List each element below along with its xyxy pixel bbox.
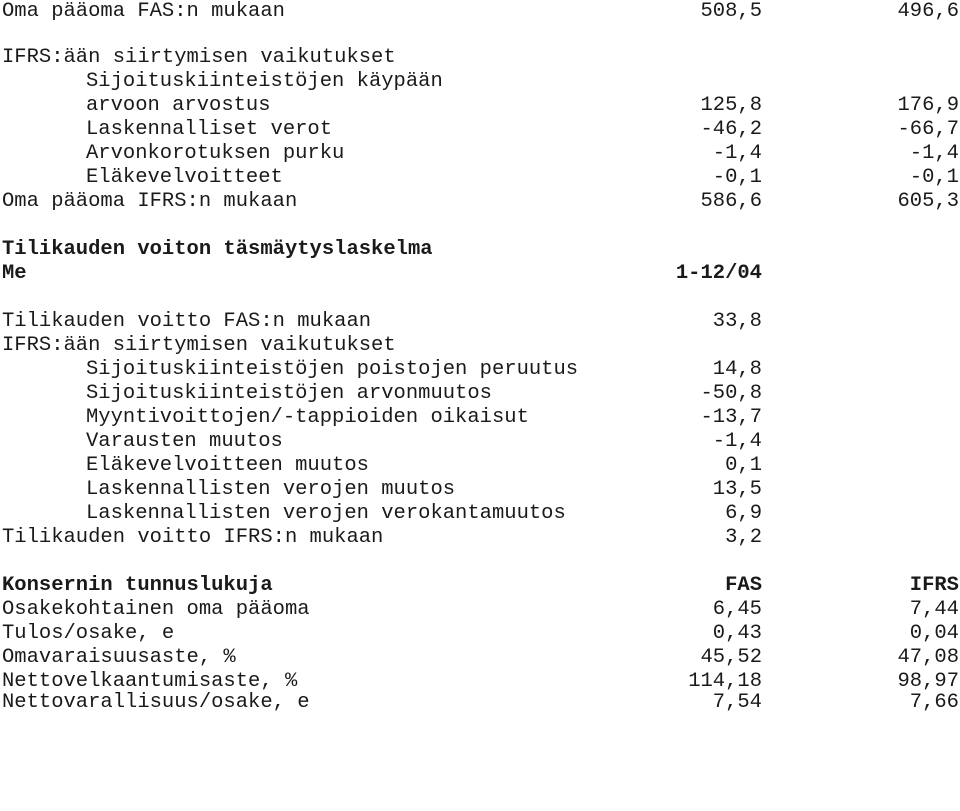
value-col1: 508,5 bbox=[700, 0, 762, 23]
value-col1: -13,7 bbox=[700, 406, 762, 429]
column-header-fas: FAS bbox=[725, 574, 762, 597]
row-label: Laskennalliset verot bbox=[86, 118, 333, 141]
row-label: Arvonkorotuksen purku bbox=[86, 142, 345, 165]
pension-row bbox=[0, 166, 960, 190]
value-col1: 6,9 bbox=[725, 502, 762, 525]
key-figures-header bbox=[0, 574, 960, 598]
profit-ifrs-row bbox=[0, 526, 960, 550]
row-label: Tilikauden voitto FAS:n mukaan bbox=[2, 310, 372, 333]
row-label: Oma pääoma IFRS:n mukaan bbox=[2, 190, 298, 213]
section-title: Tilikauden voiton täsmäytyslaskelma bbox=[2, 238, 433, 261]
unit-label: Me bbox=[2, 262, 27, 285]
key-figure-row bbox=[0, 691, 960, 715]
fair-value-label-line bbox=[0, 70, 960, 94]
value-col2: 7,66 bbox=[909, 691, 959, 714]
deferred-taxes-row bbox=[0, 118, 960, 142]
profit-adjustments-heading bbox=[0, 334, 960, 358]
profit-item-row bbox=[0, 478, 960, 502]
value-col2: 176,9 bbox=[897, 94, 959, 117]
profit-item-row bbox=[0, 430, 960, 454]
value-col2: 0,04 bbox=[909, 622, 959, 645]
value-col2: 605,3 bbox=[897, 190, 959, 213]
column-header-ifrs: IFRS bbox=[909, 574, 959, 597]
value-col1: 0,43 bbox=[712, 622, 762, 645]
value-col1: 586,6 bbox=[700, 190, 762, 213]
value-col2: -66,7 bbox=[897, 118, 959, 141]
profit-item-row bbox=[0, 406, 960, 430]
value-col2: 496,6 bbox=[897, 0, 959, 23]
equity-adjustments-heading bbox=[0, 46, 960, 70]
row-label: Sijoituskiinteistöjen arvonmuutos bbox=[86, 382, 492, 405]
key-figure-row bbox=[0, 598, 960, 622]
fair-value-row bbox=[0, 94, 960, 118]
profit-fas-row bbox=[0, 310, 960, 334]
value-col1: -0,1 bbox=[712, 166, 762, 189]
equity-fas-row bbox=[0, 0, 960, 24]
profit-unit-row bbox=[0, 262, 960, 286]
row-label: IFRS:ään siirtymisen vaikutukset bbox=[2, 334, 396, 357]
row-label: Varausten muutos bbox=[86, 430, 283, 453]
row-label: Laskennallisten verojen muutos bbox=[86, 478, 456, 501]
value-col1: 13,5 bbox=[712, 478, 762, 501]
value-col1: -1,4 bbox=[712, 430, 762, 453]
row-label: Laskennallisten verojen verokantamuutos bbox=[86, 502, 566, 525]
row-label: Sijoituskiinteistöjen poistojen peruutus bbox=[86, 358, 579, 381]
row-label: Myyntivoittojen/-tappioiden oikaisut bbox=[86, 406, 529, 429]
row-label: Nettovarallisuus/osake, e bbox=[2, 691, 310, 714]
profit-reconciliation-title bbox=[0, 238, 960, 262]
row-label: arvoon arvostus bbox=[86, 94, 271, 117]
profit-item-row bbox=[0, 502, 960, 526]
value-col1: 3,2 bbox=[725, 526, 762, 549]
row-label: Tilikauden voitto IFRS:n mukaan bbox=[2, 526, 384, 549]
profit-item-row bbox=[0, 382, 960, 406]
value-col1: 125,8 bbox=[700, 94, 762, 117]
value-col1: -50,8 bbox=[700, 382, 762, 405]
row-label: Nettovelkaantumisaste, % bbox=[2, 670, 298, 693]
value-col2: 7,44 bbox=[909, 598, 959, 621]
row-label: Eläkevelvoitteet bbox=[86, 166, 283, 189]
row-label: Oma pääoma FAS:n mukaan bbox=[2, 0, 285, 23]
row-label: Tulos/osake, e bbox=[2, 622, 175, 645]
value-col1: 114,18 bbox=[688, 670, 762, 693]
profit-item-row bbox=[0, 454, 960, 478]
value-col2: -0,1 bbox=[909, 166, 959, 189]
key-figure-row bbox=[0, 622, 960, 646]
value-col1: 6,45 bbox=[712, 598, 762, 621]
revaluation-reversal-row bbox=[0, 142, 960, 166]
value-col2: 47,08 bbox=[897, 646, 959, 669]
value-col1: 0,1 bbox=[725, 454, 762, 477]
row-label: Sijoituskiinteistöjen käypään bbox=[86, 70, 443, 93]
row-label: Osakekohtainen oma pääoma bbox=[2, 598, 310, 621]
value-col1: 14,8 bbox=[712, 358, 762, 381]
profit-item-row bbox=[0, 358, 960, 382]
value-col1: -1,4 bbox=[712, 142, 762, 165]
value-col2: -1,4 bbox=[909, 142, 959, 165]
value-col1: 7,54 bbox=[712, 691, 762, 714]
row-label: Eläkevelvoitteen muutos bbox=[86, 454, 369, 477]
section-title: Konsernin tunnuslukuja bbox=[2, 574, 273, 597]
value-col1: 33,8 bbox=[712, 310, 762, 333]
value-col1: 45,52 bbox=[700, 646, 762, 669]
row-label: IFRS:ään siirtymisen vaikutukset bbox=[2, 46, 396, 69]
key-figure-row bbox=[0, 646, 960, 670]
value-col1: -46,2 bbox=[700, 118, 762, 141]
row-label: Omavaraisuusaste, % bbox=[2, 646, 236, 669]
equity-ifrs-row bbox=[0, 190, 960, 214]
period-label: 1-12/04 bbox=[675, 262, 762, 285]
value-col2: 98,97 bbox=[897, 670, 959, 693]
